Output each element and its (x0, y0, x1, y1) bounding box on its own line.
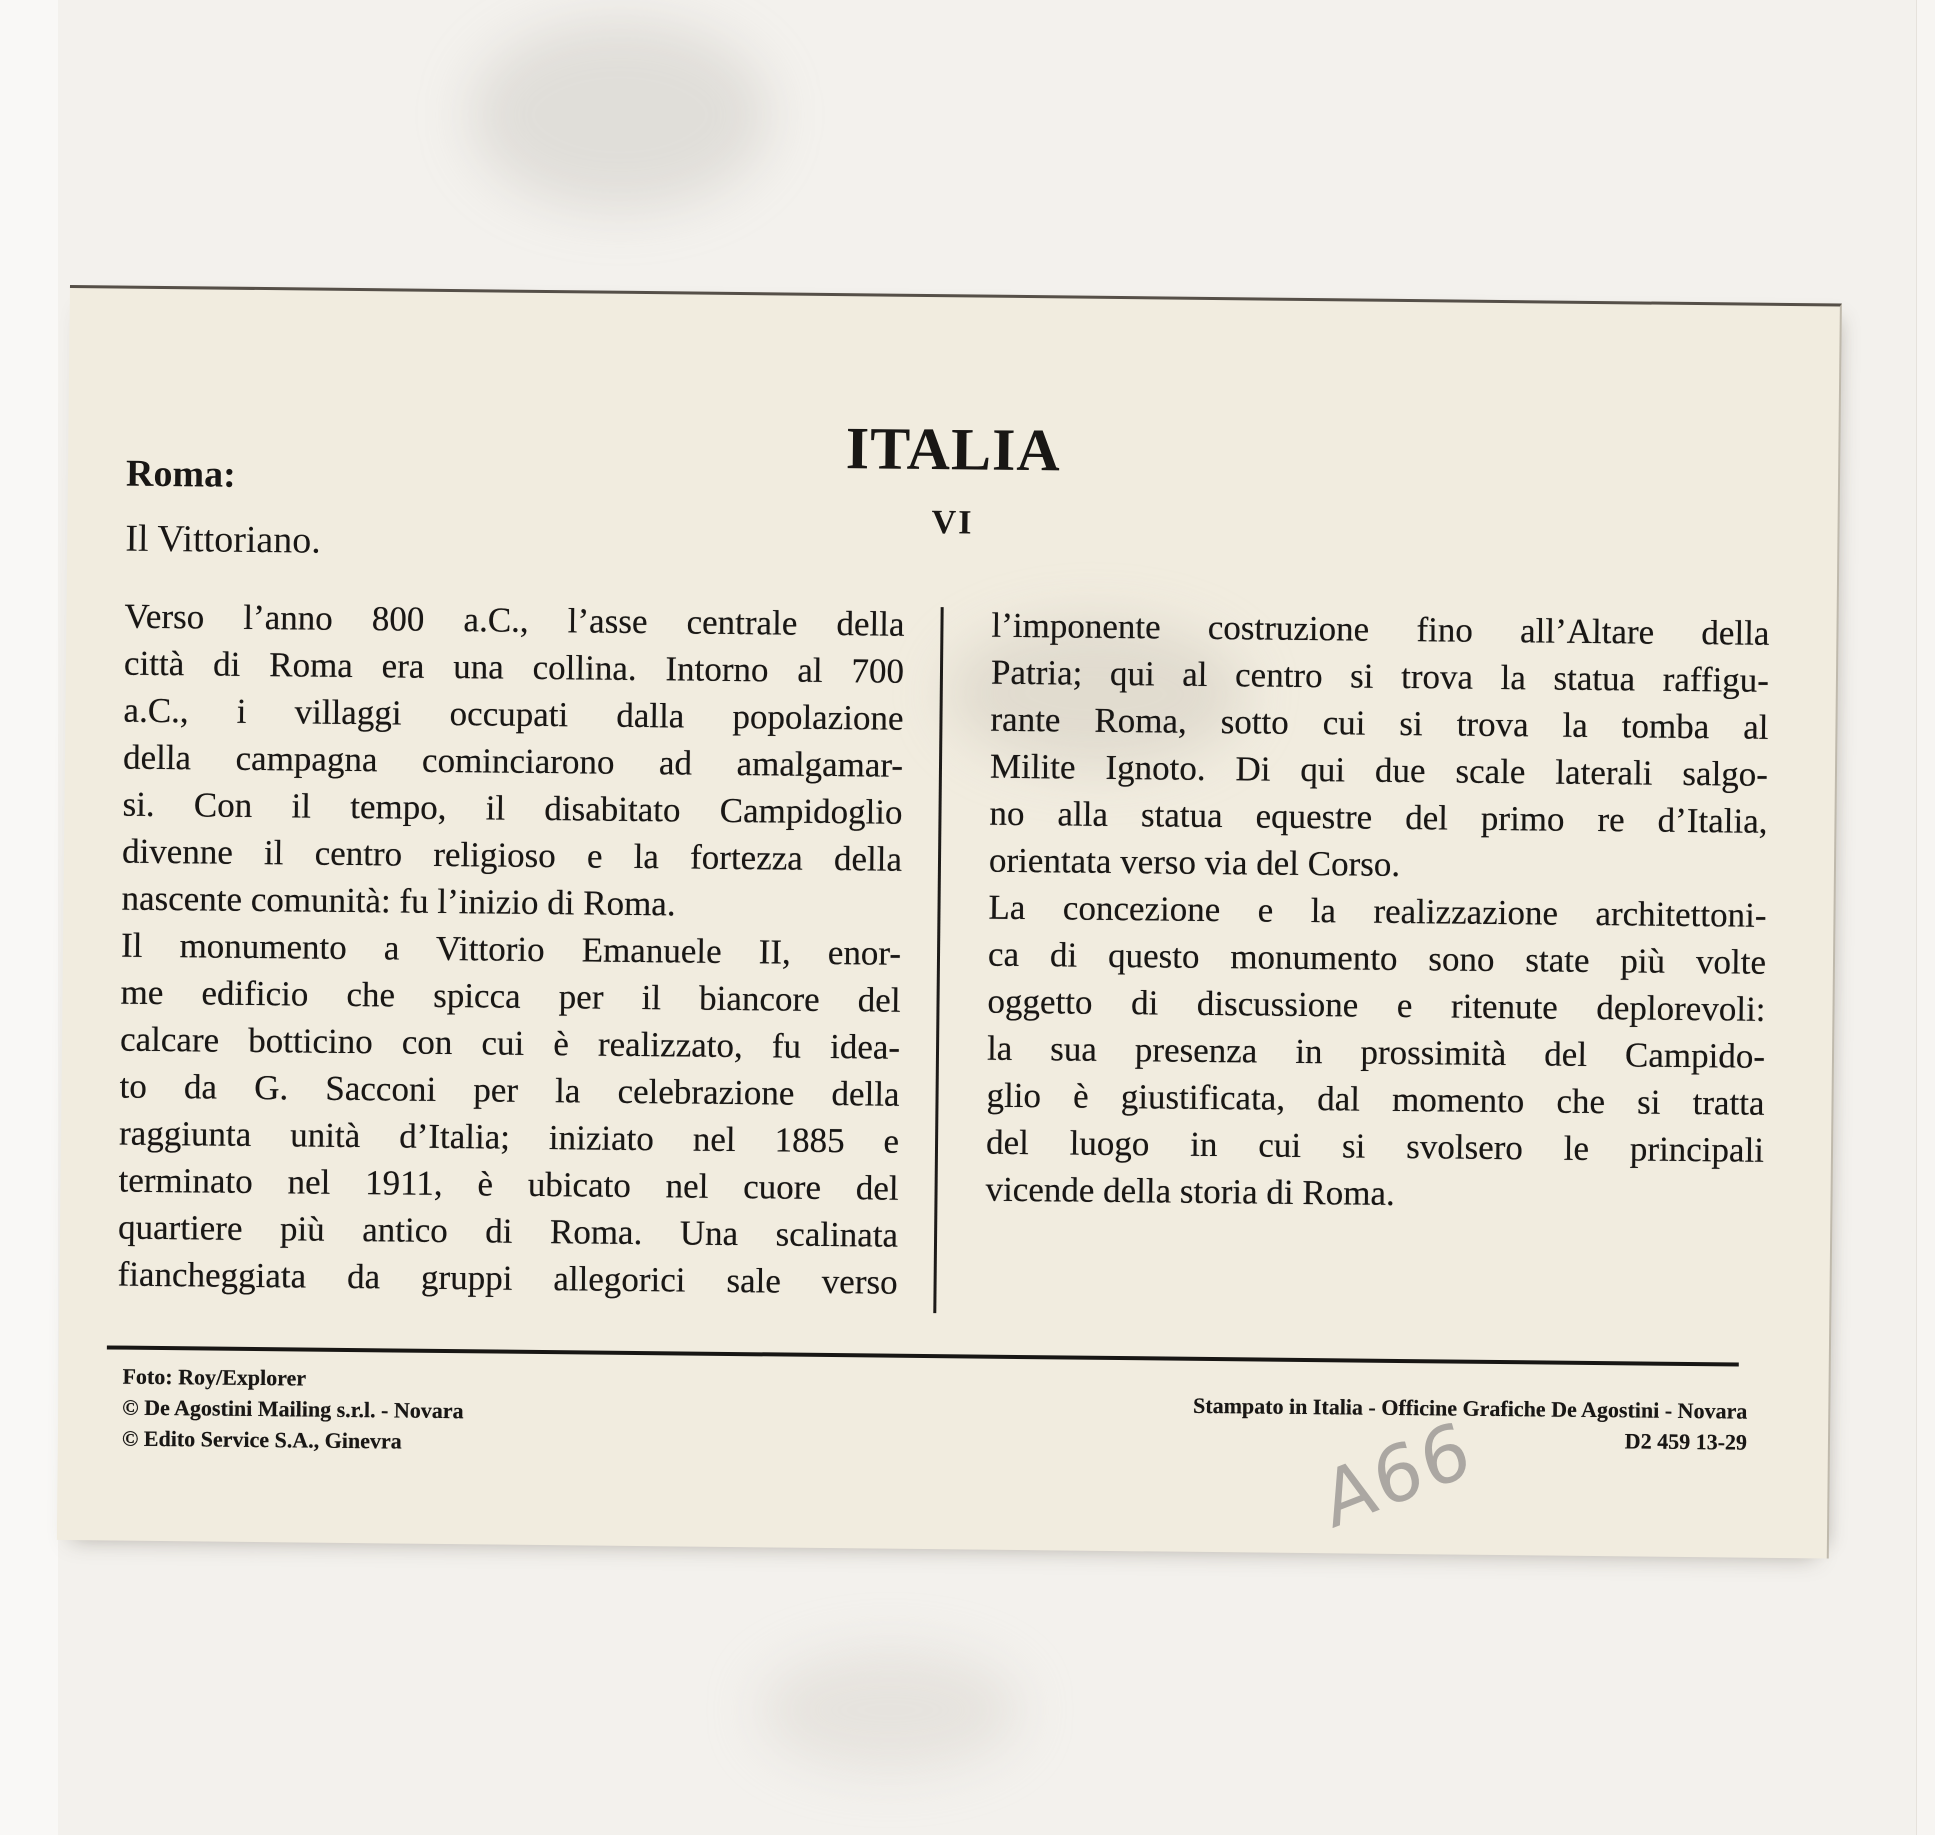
text-line: terminato nel 1911, è ubicato nel cuore del (118, 1160, 899, 1208)
left-text-column (117, 593, 904, 1306)
card-title: ITALIA (845, 415, 1062, 484)
text-line: nascente comunità: fu l’inizio di Roma. (121, 878, 676, 924)
text-line: Il monumento a Vittorio Emanuele II, enor- (120, 925, 902, 973)
text-line: raggiunta unità d’Italia; iniziato nel 1885 e (118, 1113, 900, 1161)
text-line: ca di questo monumento sono state più volte (987, 934, 1767, 982)
text-line: Patria; qui al centro si trova la statua raffigu- (990, 652, 1770, 700)
text-line: La concezione e la realizzazione architettoni- (988, 887, 1767, 935)
background-smudge (760, 1650, 1020, 1770)
text-line: città di Roma era una collina. Intorno al 700 (123, 643, 905, 691)
location-title: Roma: (125, 452, 237, 496)
series-number: VI (931, 504, 974, 542)
column-divider-rule (933, 607, 943, 1313)
printer-block (1193, 1390, 1748, 1458)
text-line: to da G. Sacconi per la celebrazione della (119, 1066, 900, 1114)
text-line: rante Roma, sotto cui si trova la tomba al (990, 699, 1769, 747)
text-line: Verso l’anno 800 a.C., l’asse centrale della (124, 596, 905, 644)
text-line: calcare botticino con cui è realizzato, fu idea- (119, 1019, 901, 1067)
postcard-back (57, 285, 1842, 1558)
text-line: fiancheggiata da gruppi allegorici sale verso (117, 1254, 898, 1302)
text-line: no alla statua equestre del primo re d’Italia, (989, 793, 1768, 841)
text-line: vicende della storia di Roma. (985, 1169, 1395, 1213)
text-line: quartiere più antico di Roma. Una scalinata (117, 1207, 899, 1255)
text-line: si. Con il tempo, il disabitato Campidoglio (122, 784, 903, 832)
text-line: divenne il centro religioso e la fortezza della (121, 831, 903, 879)
right-text-column (985, 602, 1769, 1221)
printed-in-line: Stampato in Italia - Officine Grafiche De Agostini - Novara (1192, 1392, 1748, 1424)
copyright-line: © De Agostini Mailing s.r.l. - Novara (122, 1394, 464, 1424)
text-line: me edificio che spicca per il biancore del (120, 972, 901, 1020)
handwritten-note: A66 (1313, 1403, 1481, 1546)
text-line: orientata verso via del Corso. (988, 840, 1401, 884)
text-line: la sua presenza in prossimità del Campido- (986, 1028, 1766, 1076)
print-code: D2 459 13-29 (1624, 1428, 1748, 1455)
text-line: della campagna cominciarono ad amalgamar- (122, 737, 904, 785)
text-line: a.C., i villaggi occupati dalla popolazione (123, 690, 904, 738)
text-line: Milite Ignoto. Di qui due scale laterali salgo- (989, 746, 1769, 794)
photo-credit: Foto: Roy/Explorer (122, 1363, 307, 1391)
credits-block (122, 1361, 464, 1458)
text-line: l’imponente costruzione fino all’Altare della (991, 605, 1770, 653)
location-subtitle: Il Vittoriano. (125, 517, 321, 562)
background-smudge (470, 20, 770, 210)
copyright-line: © Edito Service S.A., Ginevra (121, 1425, 402, 1454)
background-left-edge (0, 0, 58, 1835)
text-line: oggetto di discussione e ritenute deplorevoli: (987, 981, 1766, 1029)
text-line: glio è giustificata, dal momento che si tratta (986, 1075, 1765, 1123)
background-right-seam (1916, 0, 1935, 1835)
text-line: del luogo in cui si svolsero le principali (985, 1122, 1765, 1170)
